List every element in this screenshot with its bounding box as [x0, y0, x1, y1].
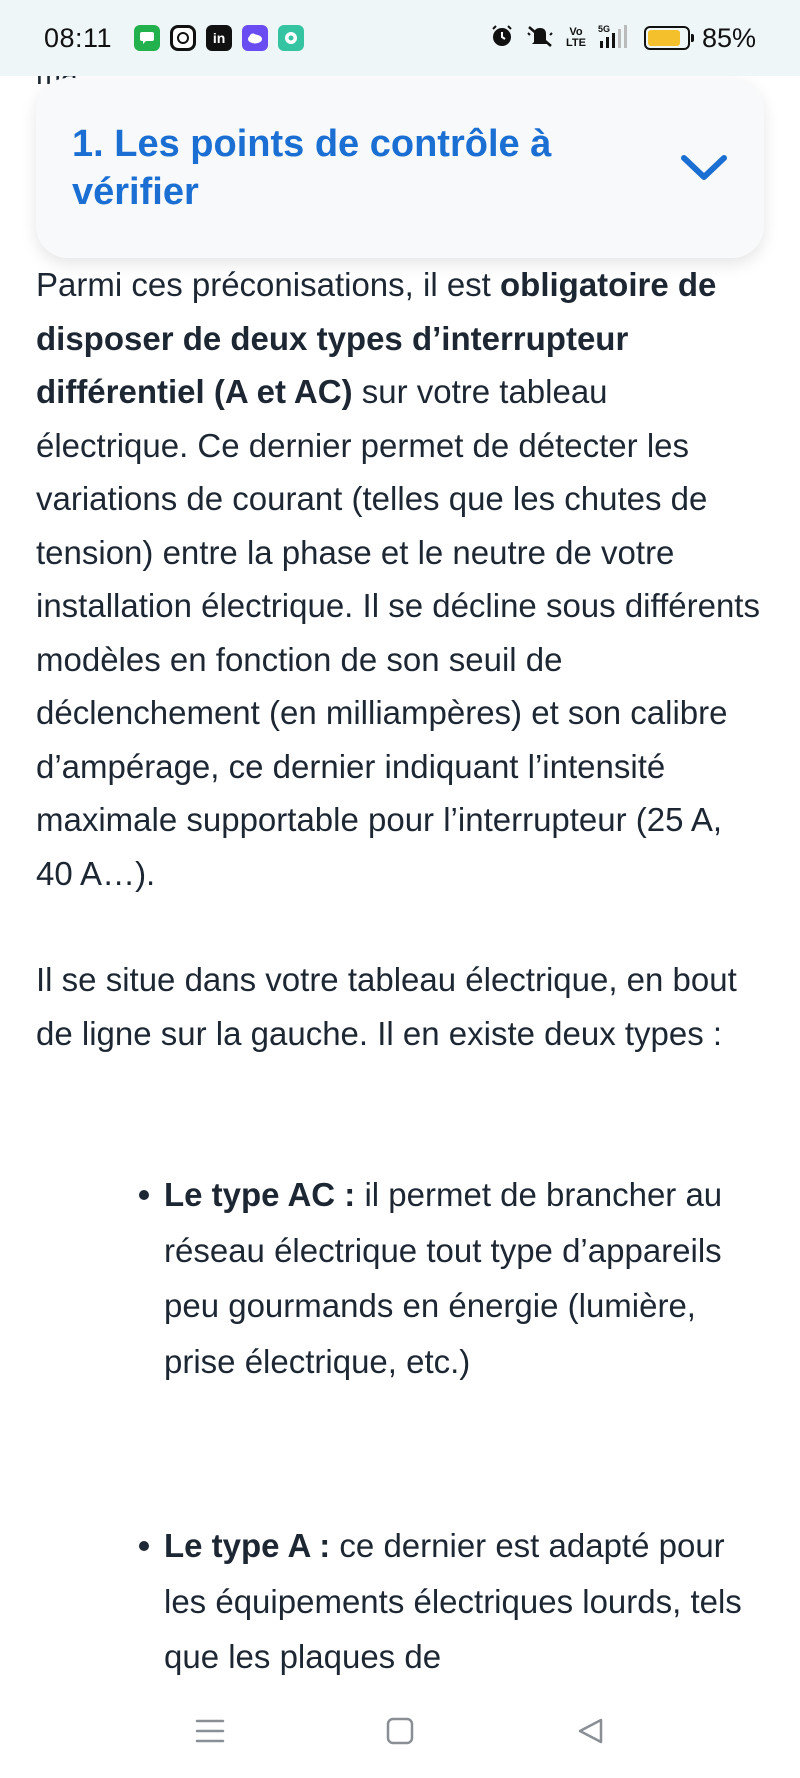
battery-level	[648, 30, 680, 46]
volte-icon: Vo LTE	[565, 26, 586, 49]
accordion-title	[72, 120, 632, 216]
instagram-icon	[170, 25, 196, 51]
list-item-text: ce dernier est adapté pour les équipements électriques lourds, tels que les plaques de	[164, 1527, 742, 1675]
section-accordion[interactable]	[36, 78, 764, 258]
list-item	[36, 1167, 766, 1389]
navigation-bar	[0, 1684, 800, 1778]
linkedin-icon: in	[206, 25, 232, 51]
menu-icon[interactable]	[190, 1711, 230, 1751]
network-label: 5G	[597, 23, 610, 34]
bullet-list	[36, 1167, 766, 1389]
bullet-list	[36, 1518, 766, 1685]
signal-icon	[598, 23, 632, 54]
bullet-dot	[139, 1541, 149, 1551]
mute-icon	[526, 24, 554, 53]
battery-percent: 85%	[701, 22, 756, 53]
weather-icon	[242, 25, 268, 51]
list-item-label: Le type AC :	[164, 1176, 356, 1213]
chevron-down-icon[interactable]	[680, 144, 728, 192]
list-item	[36, 1518, 766, 1685]
paragraph-bold-text: obligatoire de disposer de deux types d’interrupteur différentiel (A et AC)	[36, 266, 717, 410]
notification-icons	[134, 25, 304, 51]
list-item-label: Le type A :	[164, 1527, 331, 1564]
battery-icon	[644, 26, 690, 50]
paragraph-differential-switch	[36, 258, 766, 900]
back-icon[interactable]	[570, 1711, 610, 1751]
system-status	[490, 23, 756, 54]
chat-icon	[278, 25, 304, 51]
status-time: 08:11	[44, 22, 113, 53]
article-content	[36, 258, 766, 1060]
paragraph-location: Il se situe dans votre tableau électrique, en bout de ligne sur la gauche. Il en existe deux types :	[36, 961, 737, 1052]
accordion-title-line1: 1. Les points de contrôle à	[72, 123, 552, 165]
paragraph-text: Parmi ces préconisations, il est	[36, 266, 501, 303]
bullet-dot	[139, 1190, 149, 1200]
message-icon	[134, 25, 160, 51]
status-bar	[0, 0, 800, 76]
paragraph-text: sur votre tableau électrique. Ce dernier permet de détecter les variations de courant (telles que les chutes de tension) entre la phase et le neutre de votre installation électrique. Il se décline sous différents modèles en fonction de son seuil de déclenchement (en milliampères) et son calibre d’ampérage, ce dernier indiquant l’intensité maximale supportable pour l’interrupteur (25 A, 40 A…).	[36, 373, 760, 892]
home-icon[interactable]	[380, 1711, 420, 1751]
accordion-title-line2: vérifier	[72, 171, 199, 213]
list-item-text: il permet de brancher au réseau électrique tout type d’appareils peu gourmands en énergie (lumière, prise électrique, etc.)	[164, 1176, 723, 1380]
alarm-icon	[490, 24, 514, 53]
